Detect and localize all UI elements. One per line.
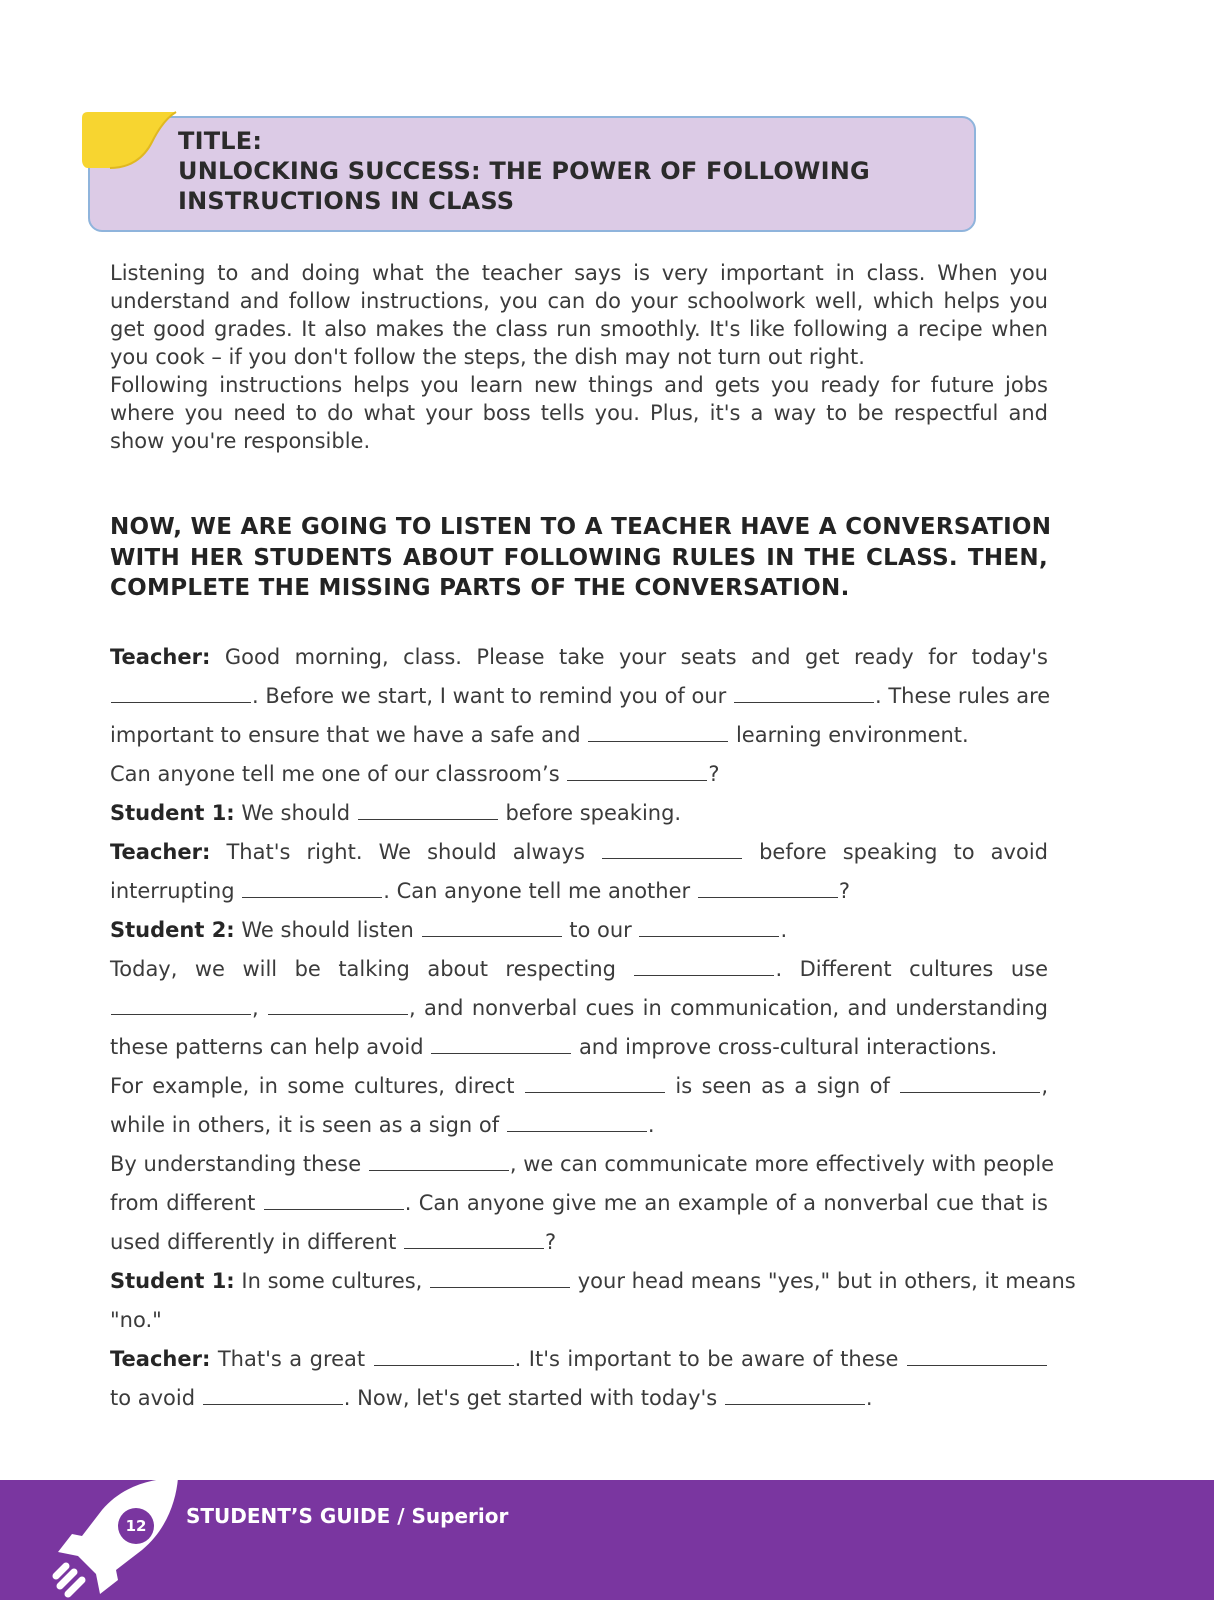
dialog-line — [110, 638, 1048, 677]
blank-field[interactable] — [404, 1230, 544, 1249]
dialog-line — [110, 872, 1048, 911]
blank-field[interactable] — [602, 840, 742, 859]
dialog-line — [110, 833, 1048, 872]
blank-field[interactable] — [588, 723, 728, 742]
blank-field[interactable] — [431, 1035, 571, 1054]
dialog-text: , and nonverbal cues in communication, and understanding — [409, 996, 1048, 1020]
dialog-line — [110, 1184, 1048, 1223]
dialog-text: . — [780, 918, 788, 942]
intro-text — [110, 259, 1048, 455]
dialog-text: For example, in some cultures, direct — [110, 1074, 515, 1098]
dialog-text: interrupting — [110, 879, 235, 903]
dialog-text: We should listen — [241, 918, 414, 942]
dialog-text: , we can communicate more effectively with people — [509, 1152, 1055, 1176]
dialog-text: . These rules are — [874, 684, 1051, 708]
dialog-text: is seen as a sign of — [675, 1074, 890, 1098]
blank-field[interactable] — [358, 801, 498, 820]
dialog-line — [110, 1067, 1048, 1106]
dialog-text: We should — [241, 801, 351, 825]
blank-field[interactable] — [567, 762, 707, 781]
intro-paragraph-1: Listening to and doing what the teacher says is very important in class. When you understand and follow instructions, you can do your schoolwork well, which helps you get good grades. It also makes the class run smoothly. It's like following a recipe when you cook – if you don't follow the steps, the dish may not turn out right. — [110, 261, 1048, 369]
blank-field[interactable] — [369, 1152, 509, 1171]
dialog-text: before speaking to avoid — [759, 840, 1048, 864]
dialog-text: , — [1041, 1074, 1049, 1098]
dialog-text: to our — [569, 918, 632, 942]
speaker-teacher: Teacher: — [110, 1347, 211, 1371]
dialog-text: . Can anyone give me an example of a nonverbal cue that is — [404, 1191, 1048, 1215]
blank-field[interactable] — [422, 918, 562, 937]
dialog-line — [110, 1106, 1048, 1145]
title-tab-decoration — [80, 108, 180, 170]
dialog-line — [110, 1223, 1048, 1262]
dialog-text: In some cultures, — [241, 1269, 423, 1293]
dialog-text: important to ensure that we have a safe and — [110, 723, 581, 747]
dialog-text: . Can anyone tell me another — [383, 879, 691, 903]
footer-guide-label: STUDENT’S GUIDE — [186, 1504, 391, 1528]
dialog-text: ? — [545, 1230, 557, 1254]
blank-field[interactable] — [525, 1074, 665, 1093]
footer-bar — [0, 1480, 1214, 1600]
blank-field[interactable] — [725, 1386, 865, 1405]
blank-field[interactable] — [734, 684, 874, 703]
dialog-line — [110, 1262, 1076, 1301]
footer-level-label: / Superior — [397, 1504, 509, 1528]
dialog-line — [110, 1379, 1048, 1418]
dialog-text: and improve cross-cultural interactions. — [578, 1035, 998, 1059]
dialog-text: these patterns can help avoid — [110, 1035, 424, 1059]
dialog-line — [110, 1028, 1048, 1067]
dialog-text: . — [647, 1113, 655, 1137]
blank-field[interactable] — [430, 1269, 570, 1288]
blank-field[interactable] — [900, 1074, 1040, 1093]
dialog-line — [110, 755, 1048, 794]
title-line-1: UNLOCKING SUCCESS: THE POWER OF FOLLOWING — [178, 157, 870, 185]
dialog-line — [110, 794, 1048, 833]
dialog-text: Today, we will be talking about respecting — [110, 957, 616, 981]
blank-field[interactable] — [698, 879, 838, 898]
blank-field[interactable] — [111, 996, 251, 1015]
blank-field[interactable] — [507, 1113, 647, 1132]
title-line-2: INSTRUCTIONS IN CLASS — [178, 187, 515, 215]
footer-guide-title — [186, 1504, 508, 1528]
blank-field[interactable] — [264, 1191, 404, 1210]
dialog-text: while in others, it is seen as a sign of — [110, 1113, 500, 1137]
intro-paragraph-2: Following instructions helps you learn new things and gets you ready for future jobs where you need to do what your boss tells you. Plus, it's a way to be respectful and show you're responsible. — [110, 373, 1048, 453]
blank-field[interactable] — [907, 1347, 1047, 1366]
conversation — [110, 638, 1076, 1418]
blank-field[interactable] — [268, 996, 408, 1015]
dialog-text: from different — [110, 1191, 256, 1215]
blank-field[interactable] — [639, 918, 779, 937]
dialog-line — [110, 1340, 1048, 1379]
blank-field[interactable] — [203, 1386, 343, 1405]
speaker-teacher: Teacher: — [110, 840, 211, 864]
blank-field[interactable] — [634, 957, 774, 976]
dialog-line — [110, 1301, 1048, 1340]
dialog-text: "no." — [110, 1308, 162, 1332]
dialog-text: used differently in different — [110, 1230, 397, 1254]
dialog-text: By understanding these — [110, 1152, 362, 1176]
dialog-text: to avoid — [110, 1386, 196, 1410]
dialog-text: Can anyone tell me one of our classroom’s — [110, 762, 560, 786]
dialog-text: . Now, let's get started with today's — [343, 1386, 718, 1410]
dialog-text: That's a great — [217, 1347, 366, 1371]
speaker-student-1: Student 1: — [110, 801, 235, 825]
blank-field[interactable] — [242, 879, 382, 898]
heading-line-1: NOW, WE ARE GOING TO LISTEN TO A TEACHER HAVE A CONVERSATION — [110, 514, 1052, 540]
title-text — [178, 126, 938, 216]
dialog-line — [110, 1145, 1055, 1184]
dialog-line — [110, 950, 1048, 989]
dialog-text: ? — [838, 879, 850, 903]
speaker-teacher: Teacher: — [110, 645, 211, 669]
dialog-text: ? — [708, 762, 720, 786]
rocket-icon — [52, 1476, 182, 1600]
title-label: TITLE: — [178, 127, 263, 155]
dialog-line — [110, 911, 1048, 950]
heading-line-3: COMPLETE THE MISSING PARTS OF THE CONVERSATION. — [110, 575, 850, 601]
dialog-text: . — [865, 1386, 873, 1410]
dialog-text: . Different cultures use — [775, 957, 1049, 981]
dialog-line — [110, 716, 1048, 755]
heading-line-2: WITH HER STUDENTS ABOUT FOLLOWING RULES IN THE CLASS. THEN, — [110, 544, 1048, 571]
instructions-heading — [110, 512, 1052, 604]
speaker-student-1: Student 1: — [110, 1269, 235, 1293]
dialog-text: . It's important to be aware of these — [514, 1347, 899, 1371]
speaker-student-2: Student 2: — [110, 918, 235, 942]
blank-field[interactable] — [374, 1347, 514, 1366]
dialog-text: That's right. We should always — [226, 840, 585, 864]
dialog-text: learning environment. — [735, 723, 969, 747]
dialog-text: your head means "yes," but in others, it means — [577, 1269, 1076, 1293]
dialog-text: before speaking. — [505, 801, 682, 825]
dialog-text: . Before we start, I want to remind you of our — [252, 684, 727, 708]
dialog-line — [110, 677, 1051, 716]
dialog-line — [110, 989, 1048, 1028]
blank-field[interactable] — [111, 684, 251, 703]
dialog-text: Good morning, class. Please take your seats and get ready for today's — [224, 645, 1048, 669]
page-number: 12 — [118, 1508, 154, 1544]
dialog-text: , — [252, 996, 259, 1020]
